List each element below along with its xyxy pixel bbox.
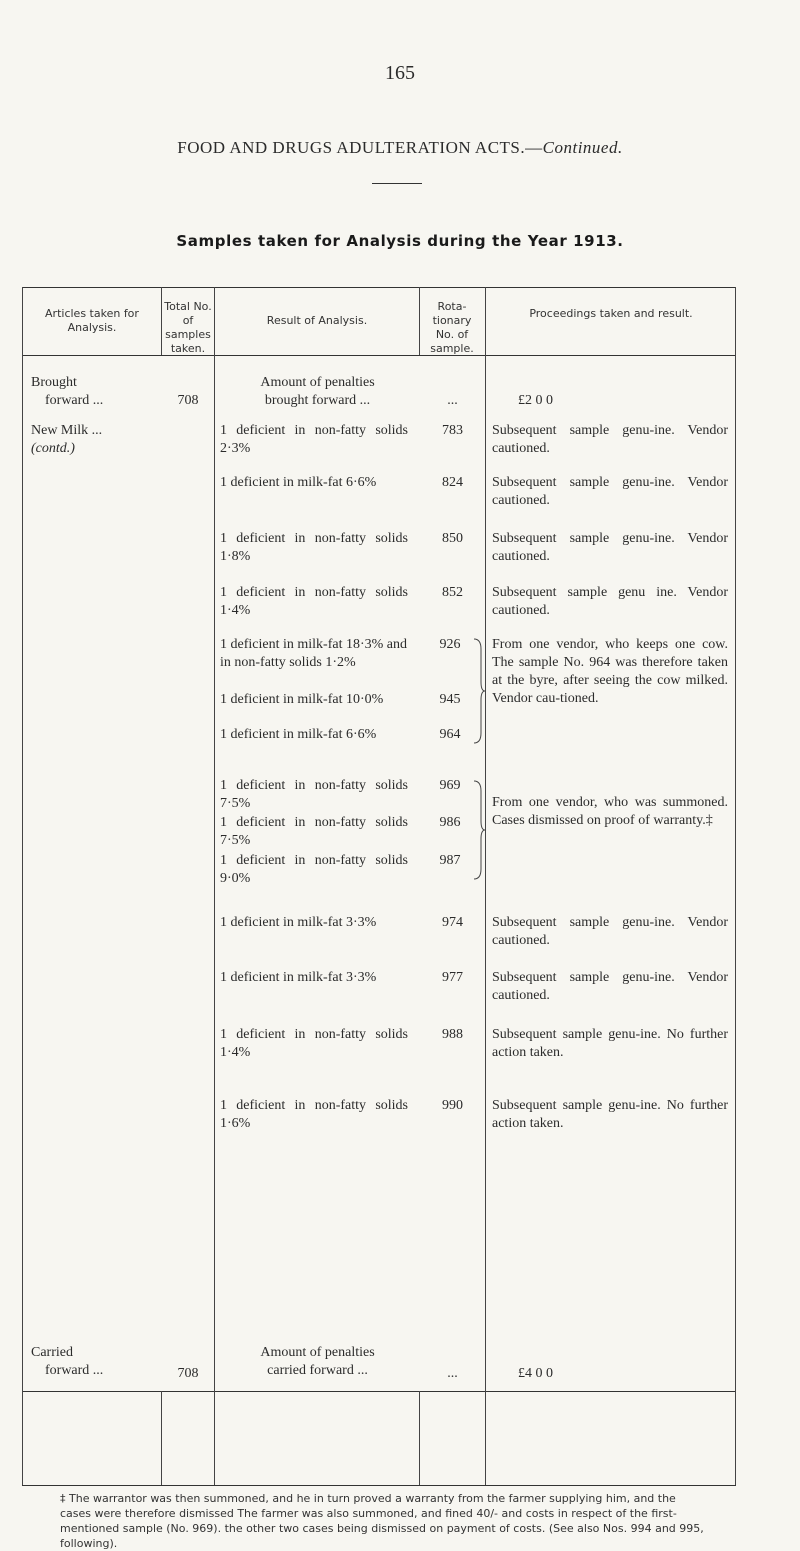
header-result: Result of Analysis. (266, 314, 368, 327)
result-986: 1 deficient in non-fatty solids 7·5% (220, 815, 408, 848)
col-divider-2 (214, 287, 215, 1485)
table-bottom-border (22, 1485, 736, 1486)
header-proceedings: Proceedings taken and result. (529, 307, 693, 320)
proceedings-783: Subsequent sample genu-ine. Vendor cautioned. (492, 423, 728, 456)
result-977: 1 deficient in milk-fat 3·3% (220, 970, 377, 985)
header-total: Total No. of samples taken. (164, 300, 212, 355)
heading-main: FOOD AND DRUGS ADULTERATION ACTS.— (177, 138, 543, 157)
proceedings-group-969-987: From one vendor, who was summoned. Cases dismissed on proof of warranty.‡ (492, 795, 728, 828)
page-number: 165 (385, 62, 415, 84)
rota-926: 926 (439, 637, 461, 652)
brought-forward-total: 708 (177, 393, 199, 408)
page-heading (0, 138, 800, 158)
brought-forward-result: Amount of penalties brought forward ... (260, 375, 375, 408)
result-969: 1 deficient in non-fatty solids 7·5% (220, 778, 408, 811)
carried-forward-rota: ... (447, 1366, 458, 1381)
result-926: 1 deficient in milk-fat 18·3% and in non-fatty solids 1·2% (220, 637, 407, 670)
carried-forward-border (22, 1391, 736, 1392)
brought-forward-rota: ... (447, 393, 458, 408)
brace-969-987 (472, 779, 486, 881)
rota-850: 850 (442, 531, 463, 546)
rota-974: 974 (442, 915, 463, 930)
proceedings-990: Subsequent sample genu-ine. No further action taken. (492, 1098, 728, 1131)
carried-forward-result: Amount of penalties carried forward ... (260, 1345, 375, 1378)
table-subtitle: Samples taken for Analysis during the Year 1913. (176, 232, 624, 250)
carried-forward-article: Carried forward ... (31, 1345, 104, 1378)
result-783: 1 deficient in non-fatty solids 2·3% (220, 423, 408, 456)
brace-926-964 (472, 637, 486, 745)
header-rota: Rota-tionary No. of sample. (430, 300, 474, 355)
rota-977: 977 (442, 970, 463, 985)
article-new-milk: New Milk ... (contd.) (31, 423, 103, 456)
heading-continued: Continued. (542, 138, 623, 157)
header-bottom-border (22, 355, 736, 356)
result-850: 1 deficient in non-fatty solids 1·8% (220, 531, 408, 564)
result-852: 1 deficient in non-fatty solids 1·4% (220, 585, 408, 618)
col-divider-1-footer (161, 1391, 162, 1485)
rota-986: 986 (439, 815, 461, 830)
proceedings-group-926-964: From one vendor, who keeps one cow. The sample No. 964 was therefore taken at the byre, after seeing the cow milked. Vendor cau-tioned. (492, 637, 728, 706)
result-824: 1 deficient in milk-fat 6·6% (220, 475, 377, 490)
table-top-border (22, 287, 736, 288)
col-divider-3-header (419, 287, 420, 355)
rota-990: 990 (442, 1098, 463, 1113)
carried-forward-total: 708 (177, 1366, 199, 1381)
result-988: 1 deficient in non-fatty solids 1·4% (220, 1027, 408, 1060)
header-articles: Articles taken for Analysis. (45, 307, 139, 334)
analysis-table (22, 287, 736, 1488)
table-right-border (735, 287, 736, 1485)
rota-852: 852 (442, 585, 463, 600)
rota-988: 988 (442, 1027, 463, 1042)
result-990: 1 deficient in non-fatty solids 1·6% (220, 1098, 408, 1131)
result-974: 1 deficient in milk-fat 3·3% (220, 915, 377, 930)
result-964: 1 deficient in milk-fat 6·6% (220, 727, 377, 742)
proceedings-974: Subsequent sample genu-ine. Vendor cautioned. (492, 915, 728, 948)
table-left-border (22, 287, 23, 1485)
result-987: 1 deficient in non-fatty solids 9·0% (220, 853, 408, 886)
proceedings-988: Subsequent sample genu-ine. No further action taken. (492, 1027, 728, 1060)
rota-964: 964 (439, 727, 461, 742)
result-945: 1 deficient in milk-fat 10·0% (220, 692, 384, 707)
rota-824: 824 (442, 475, 463, 490)
rota-945: 945 (439, 692, 461, 707)
rota-987: 987 (439, 853, 461, 868)
proceedings-977: Subsequent sample genu-ine. Vendor cautioned. (492, 970, 728, 1003)
brought-forward-article: Brought forward ... (31, 375, 104, 408)
rota-969: 969 (439, 778, 461, 793)
carried-forward-proceedings: £4 0 0 (518, 1366, 553, 1381)
col-divider-3-footer (419, 1391, 420, 1485)
col-divider-4 (485, 287, 486, 1485)
rota-783: 783 (442, 423, 463, 438)
proceedings-824: Subsequent sample genu-ine. Vendor cautioned. (492, 475, 728, 508)
heading-rule (372, 183, 422, 184)
footnote: ‡ The warrantor was then summoned, and he in turn proved a warranty from the farmer supplying him, and the cases were therefore dismissed The farmer was also summoned, and fined 40/- and costs in respect of the first-mentioned sample (No. 969). the other two cases being dismissed on payment of costs. (See also Nos. 994 and 995, following). (60, 1492, 704, 1550)
proceedings-850: Subsequent sample genu-ine. Vendor cautioned. (492, 531, 728, 564)
brought-forward-proceedings: £2 0 0 (518, 393, 553, 408)
proceedings-852: Subsequent sample genu ine. Vendor cautioned. (492, 585, 728, 618)
